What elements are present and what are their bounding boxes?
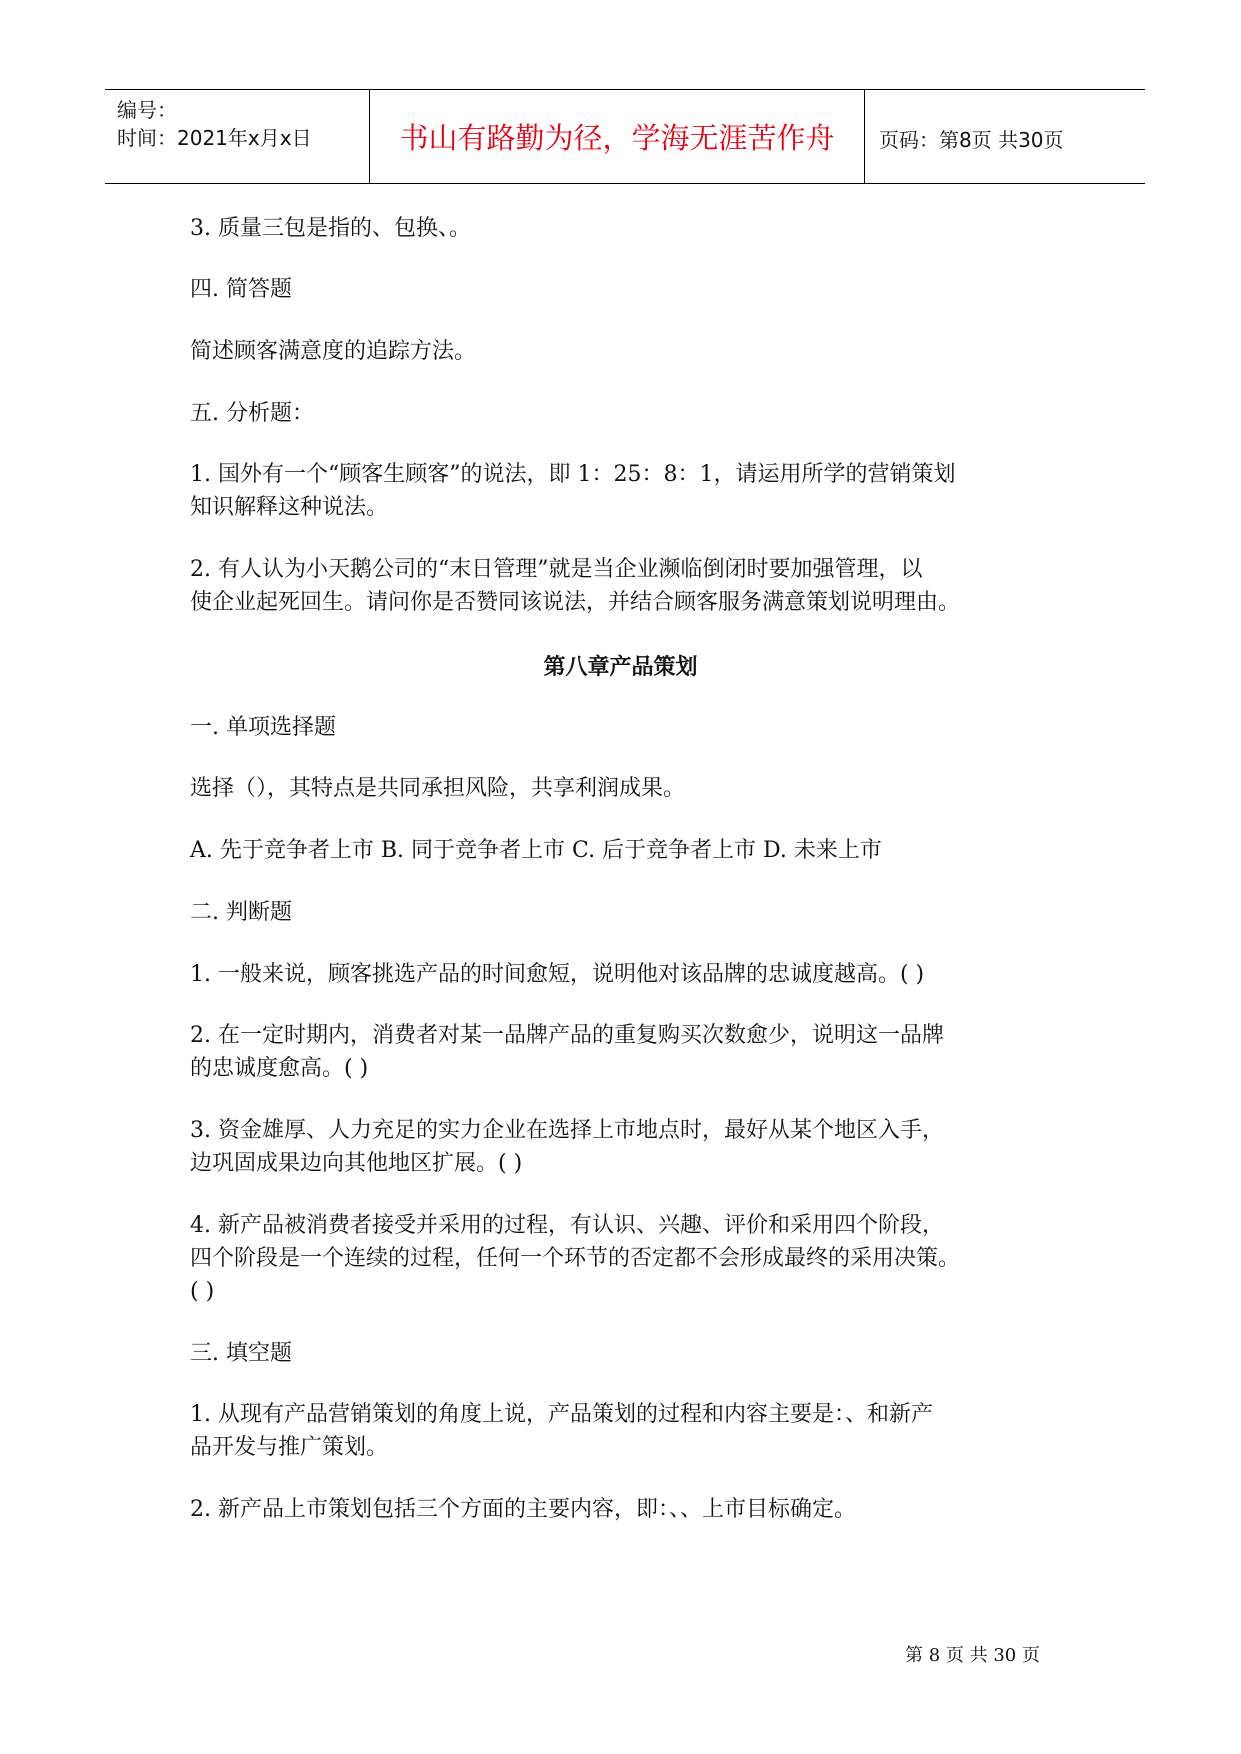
header-page-cell xyxy=(865,90,1145,183)
document-number-label: 编号： xyxy=(117,98,177,122)
section-heading: 二. 判断题 xyxy=(190,900,292,925)
paragraph-line: 边巩固成果边向其他地区扩展。( ) xyxy=(190,1151,523,1176)
paragraph-line: 品开发与推广策划。 xyxy=(190,1435,389,1460)
header-motto: 书山有路勤为径，学海无涯苦作舟 xyxy=(399,121,835,155)
section-heading: 五. 分析题： xyxy=(190,401,314,426)
header-page-number: 页码：第8页 共30页 xyxy=(879,128,1064,152)
paragraph-line: 的忠诚度愈高。( ) xyxy=(190,1056,369,1081)
paragraph: 2. 新产品上市策划包括三个方面的主要内容，即：、、上市目标确定。 xyxy=(190,1497,856,1522)
header-motto-cell xyxy=(370,90,865,183)
paragraph-line: 使企业起死回生。请问你是否赞同该说法，并结合顾客服务满意策划说明理由。 xyxy=(190,590,961,615)
paragraph: 简述顾客满意度的追踪方法。 xyxy=(190,339,477,364)
paragraph: 3. 质量三包是指的、包换、。 xyxy=(190,216,471,241)
paragraph: 选择（），其特点是共同承担风险，共享利润成果。 xyxy=(190,776,686,801)
page-header xyxy=(105,89,1145,184)
paragraph-line: 1. 国外有一个“顾客生顾客”的说法，即 1：25：8：1，请运用所学的营销策划 xyxy=(190,462,956,487)
paragraph-line: 3. 资金雄厚、人力充足的实力企业在选择上市地点时，最好从某个地区入手， xyxy=(190,1118,944,1143)
document-time-label: 时间：2021年x月x日 xyxy=(117,126,312,150)
paragraph-line: 1. 从现有产品营销策划的角度上说，产品策划的过程和内容主要是：、和新产 xyxy=(190,1402,933,1427)
answer-options: A. 先于竞争者上市 B. 同于竞争者上市 C. 后于竞争者上市 D. 未来上市 xyxy=(190,838,882,863)
paragraph-line: ( ) xyxy=(190,1279,215,1304)
page-footer: 第 8 页 共 30 页 xyxy=(905,1645,1040,1666)
section-heading: 四. 简答题 xyxy=(190,277,292,302)
section-heading: 一. 单项选择题 xyxy=(190,715,336,740)
section-heading: 三. 填空题 xyxy=(190,1341,292,1366)
chapter-title: 第八章产品策划 xyxy=(543,655,698,680)
paragraph: 1. 一般来说，顾客挑选产品的时间愈短，说明他对该品牌的忠诚度越高。( ) xyxy=(190,962,925,987)
paragraph-line: 2. 在一定时期内，消费者对某一品牌产品的重复购买次数愈少，说明这一品牌 xyxy=(190,1023,944,1048)
paragraph-line: 2. 有人认为小天鹅公司的“末日管理”就是当企业濒临倒闭时要加强管理，以 xyxy=(190,557,923,582)
paragraph-line: 四个阶段是一个连续的过程，任何一个环节的否定都不会形成最终的采用决策。 xyxy=(190,1246,961,1271)
paragraph-line: 4. 新产品被消费者接受并采用的过程，有认识、兴趣、评价和采用四个阶段， xyxy=(190,1213,944,1238)
header-info-cell xyxy=(105,90,370,183)
paragraph-line: 知识解释这种说法。 xyxy=(190,495,389,520)
